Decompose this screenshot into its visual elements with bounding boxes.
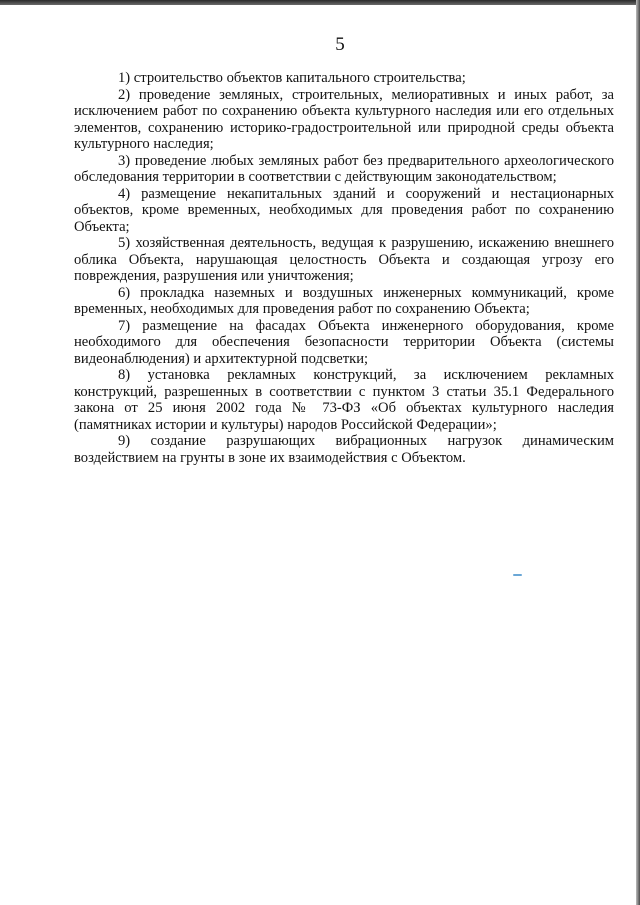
page-number: 5 [335,34,345,55]
list-item: 3) проведение любых земляных работ без предварительного археологического обследования территории в соответствии с действующим законодательством; [74,152,614,185]
ink-mark [513,574,522,576]
list-item: 7) размещение на фасадах Объекта инженерного оборудования, кроме необходимого для обеспечения безопасности территории Объекта (системы видеонаблюдения) и архитектурной подсветки; [74,317,614,367]
list-item: 5) хозяйственная деятельность, ведущая к разрушению, искажению внешнего облика Объекта, нарушающая целостность Объекта и создающая угрозу его повреждения, разрушения или уничтожения; [74,235,614,284]
list-item: 6) прокладка наземных и воздушных инженерных коммуникаций, кроме временных, необходимых для проведения работ по сохранению Объекта; [74,284,614,317]
scan-edge-top [0,0,640,5]
list-item: 9) создание разрушающих вибрационных нагрузок динамическим воздействием на грунты в зоне их взаимодействия с Объектом. [74,433,614,466]
list-item: 2) проведение земляных, строительных, мелиоративных и иных работ, за исключением работ по сохранению объекта культурного наследия или его отдельных элементов, сохранению историко-градостроительной или природной среды объекта культурного наследия; [74,86,614,152]
list-item: 1) строительство объектов капитального строительства; [118,70,466,86]
list-item: 8) установка рекламных конструкций, за исключением рекламных конструкций, разрешенных в соответствии с пунктом 3 статьи 35.1 Федерального закона от 25 июня 2002 года № 73-ФЗ «Об объектах культурного наследия (памятниках истории и культуры) народов Российской Федерации»; [74,367,614,433]
scan-edge-right [636,0,640,905]
list-item: 4) размещение некапитальных зданий и сооружений и нестационарных объектов, кроме временных, необходимых для проведения работ по сохранению Объекта; [74,185,614,235]
document-body [74,70,614,466]
